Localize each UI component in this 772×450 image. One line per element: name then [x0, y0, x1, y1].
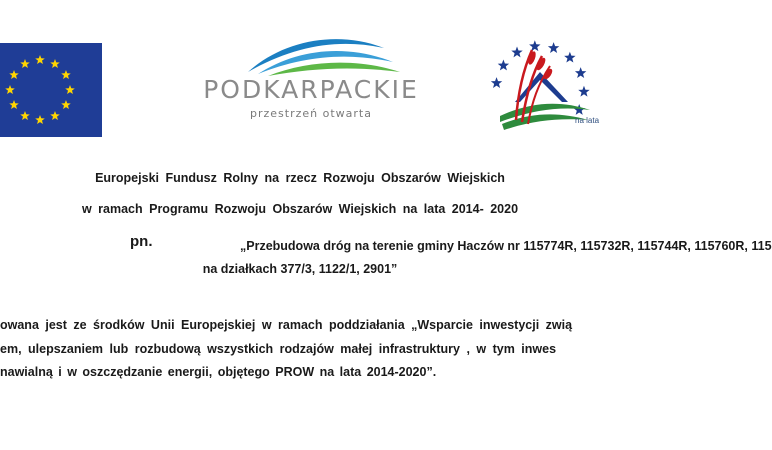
leader-star-icon	[498, 60, 509, 71]
leader-star-icon	[529, 40, 540, 51]
eu-star-icon	[35, 55, 45, 64]
project-title-line-1: „Przebudowa dróg na terenie gminy Haczów nr 115774R, 115732R, 115744R, 115760R, 115	[240, 239, 772, 253]
eu-star-icon	[5, 85, 15, 94]
leader-stars-wheat-icon	[480, 32, 600, 142]
podkarpackie-wordmark: PODKARPACKIE	[203, 75, 419, 104]
eu-star-icon	[9, 70, 19, 79]
eu-stars-circle	[0, 43, 102, 137]
eu-star-icon	[50, 59, 60, 68]
fund-heading-line-1: Europejski Fundusz Rolny na rzecz Rozwoju Obszarów Wiejskich	[95, 171, 505, 185]
eu-star-icon	[20, 59, 30, 68]
leader-star-icon	[578, 86, 589, 97]
leader-star-icon	[574, 104, 585, 115]
funding-text-line-1: owana jest ze środków Unii Europejskiej w ramach poddziałania „Wsparcie inwestycji zwią	[0, 318, 573, 332]
leader-star-icon	[575, 67, 586, 78]
funding-text-line-2: em, ulepszaniem lub rozbudową wszystkich rodzajów małej infrastruktury , w tym inwes	[0, 342, 557, 356]
project-title-line-2: na działkach 377/3, 1122/1, 2901”	[202, 262, 398, 276]
project-prefix: pn.	[130, 233, 153, 250]
podkarpackie-tagline: przestrzeń otwarta	[250, 107, 372, 120]
eu-flag-logo	[0, 43, 102, 137]
leader-star-icon	[548, 42, 559, 53]
eu-star-icon	[35, 115, 45, 124]
eu-star-icon	[65, 85, 75, 94]
leader-caption: na lata	[575, 116, 600, 125]
eu-star-icon	[61, 100, 71, 109]
leader-star-icon	[564, 52, 575, 63]
leader-star-icon	[511, 46, 522, 57]
eu-star-icon	[61, 70, 71, 79]
fund-heading-line-2: w ramach Programu Rozwoju Obszarów Wiejskich na lata 2014- 2020	[81, 202, 519, 216]
eu-star-icon	[20, 111, 30, 120]
eu-star-icon	[9, 100, 19, 109]
funding-text-line-3: nawialną i w oszczędzanie energii, objętego PROW na lata 2014-2020”.	[0, 365, 437, 379]
leader-star-icon	[491, 77, 502, 88]
podkarpackie-logo	[188, 22, 434, 122]
eu-star-icon	[50, 111, 60, 120]
podkarpackie-swoosh-icon	[188, 22, 434, 78]
leader-logo	[480, 32, 600, 142]
